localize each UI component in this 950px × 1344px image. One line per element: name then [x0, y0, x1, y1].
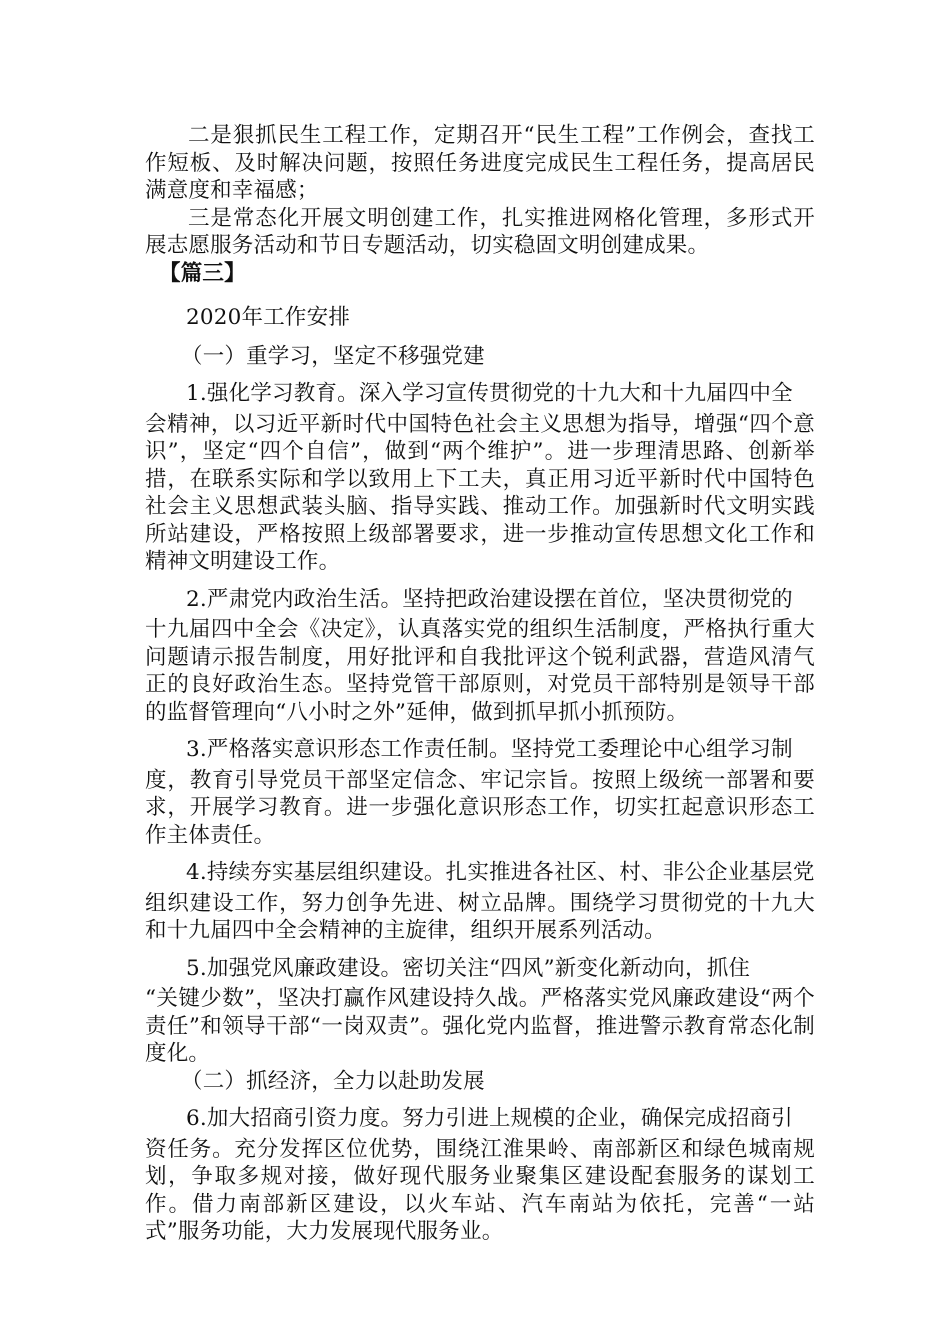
item-4 [145, 859, 815, 887]
item-3-lead: 3.严格落实意识形态工作责任制。坚持党工委理论中心组学习制 [186, 737, 793, 762]
item-2 [145, 586, 815, 614]
item-1-lead: 1.强化学习教育。深入学习宣传贯彻党的十九大和十九届四中全 [186, 381, 793, 406]
subsection-title-2: （二）抓经济，全力以赴助发展 [181, 1068, 485, 1094]
paragraph-civilization: 三是常态化开展文明创建工作，扎实推进网格化管理，多形式开展志愿服务活动和节日专题活动，切实稳固文明创建成果。 [145, 205, 815, 258]
item-3 [145, 736, 815, 764]
item-4-lead: 4.持续夯实基层组织建设。扎实推进各社区、村、非公企业基层党 [186, 860, 815, 885]
item-1 [145, 380, 815, 408]
item-5-text: “关键少数”，坚决打赢作风建设持久战。严格落实党风廉政建设“两个责任”和领导干部“一岗双责”。强化党内监督，推进警示教育常态化制度化。 [145, 986, 815, 1066]
item-2-text: 十九届四中全会《决定》，认真落实党的组织生活制度，严格执行重大问题请示报告制度，用好批评和自我批评这个锐利武器，营造风清气正的良好政治生态。坚持党管干部原则，对党员干部特别是领导干部的监督管理向“八小时之外”延伸，做到抓早抓小抓预防。 [145, 617, 815, 725]
item-5 [145, 955, 815, 983]
item-5-lead: 5.加强党风廉政建设。密切关注“四风”新变化新动向，抓住 [186, 955, 751, 981]
document-body [145, 122, 815, 1246]
item-3-text: 度，教育引导党员干部坚定信念、牢记宗旨。按照上级统一部署和要求，开展学习教育。进一步强化意识形态工作，切实扛起意识形态工作主体责任。 [145, 767, 815, 848]
item-6-lead: 6.加大招商引资力度。努力引进上规模的企业，确保完成招商引 [186, 1106, 793, 1131]
item-1-text: 会精神，以习近平新时代中国特色社会主义思想为指导，增强“四个意识”，坚定“四个自信”，做到“两个维护”。进一步理清思路、创新举措，在联系实际和学以致用上下工夫，真正用习近平新时代中国特色社会主义思想武装头脑、指导实践、推动工作。加强新时代文明实践所站建设，严格按照上级部署要求，进一步推动宣传思想文化工作和精神文明建设工作。 [145, 411, 815, 574]
item-6 [145, 1105, 815, 1133]
item-4-text: 组织建设工作，努力创争先进、树立品牌。围绕学习贯彻党的十九大和十九届四中全会精神的主旋律，组织开展系列活动。 [145, 890, 815, 943]
subsection-title-1: （一）重学习，坚定不移强党建 [181, 343, 485, 369]
section-heading: 【篇三】 [159, 260, 246, 286]
item-6-text: 资任务。充分发挥区位优势，围绕江淮果岭、南部新区和绿色城南规划，争取多规对接，做好现代服务业聚集区建设配套服务的谋划工作。借力南部新区建设，以火车站、汽车南站为依托，完善“一站式”服务功能，大力发展现代服务业。 [145, 1136, 815, 1244]
paragraph-livelihood: 二是狠抓民生工程工作，定期召开“民生工程”工作例会，查找工作短板、及时解决问题，按照任务进度完成民生工程任务，提高居民满意度和幸福感； [145, 123, 815, 203]
year-title: 2020年工作安排 [186, 305, 351, 330]
item-2-lead: 2.严肃党内政治生活。坚持把政治建设摆在首位，坚决贯彻党的 [186, 586, 793, 612]
